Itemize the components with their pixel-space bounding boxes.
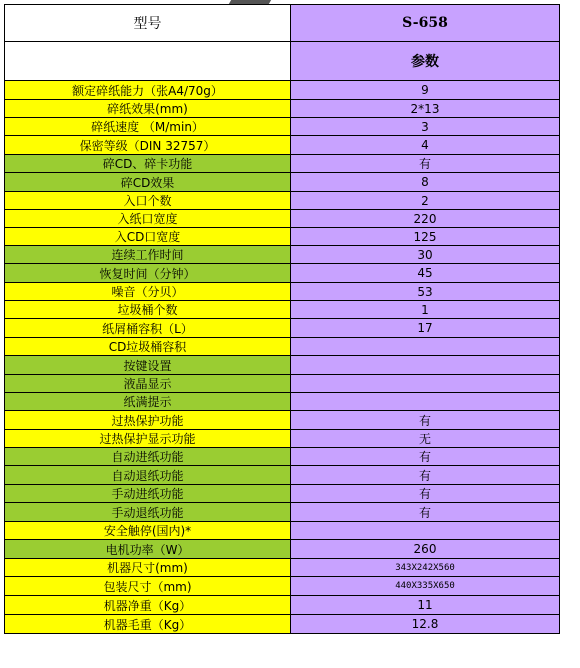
params-label: 参数 — [291, 42, 560, 81]
spec-label: 液晶显示 — [5, 375, 291, 393]
spec-value: 有 — [291, 411, 560, 430]
spec-row — [5, 411, 560, 430]
spec-label: 垃圾桶个数 — [5, 301, 291, 319]
spec-row — [5, 155, 560, 173]
spec-label: 保密等级（DIN 32757） — [5, 136, 291, 155]
spec-row — [5, 559, 560, 577]
spec-row — [5, 264, 560, 283]
spec-label: 恢复时间（分钟） — [5, 264, 291, 283]
spec-value: 125 — [291, 228, 560, 246]
spec-label: 连续工作时间 — [5, 246, 291, 264]
spec-value: 440X335X650 — [291, 577, 560, 596]
spec-value: 45 — [291, 264, 560, 283]
spec-value: 有 — [291, 466, 560, 485]
spec-row — [5, 522, 560, 540]
spec-row — [5, 81, 560, 100]
spec-label: 安全触停(国内)* — [5, 522, 291, 540]
spec-row — [5, 448, 560, 466]
spec-row — [5, 540, 560, 559]
spec-row — [5, 393, 560, 411]
spec-row — [5, 192, 560, 210]
spec-value — [291, 393, 560, 411]
spec-label: 机器净重（Kg） — [5, 596, 291, 615]
spec-label: 电机功率（W） — [5, 540, 291, 559]
spec-label: 噪音（分贝） — [5, 283, 291, 301]
header-row — [5, 5, 560, 42]
spec-label: 入CD口宽度 — [5, 228, 291, 246]
spec-row — [5, 210, 560, 228]
spec-value: 3 — [291, 118, 560, 136]
spec-value: 220 — [291, 210, 560, 228]
spec-row — [5, 577, 560, 596]
spec-label: 手动进纸功能 — [5, 485, 291, 503]
spec-label: 机器尺寸(mm) — [5, 559, 291, 577]
spec-label: 入纸口宽度 — [5, 210, 291, 228]
spec-label: 碎纸效果(mm) — [5, 100, 291, 118]
spec-label: 碎CD效果 — [5, 173, 291, 192]
spec-value: 260 — [291, 540, 560, 559]
spec-row — [5, 615, 560, 634]
spec-table — [4, 4, 560, 634]
spec-row — [5, 319, 560, 338]
spec-row — [5, 430, 560, 448]
spec-label: 纸满提示 — [5, 393, 291, 411]
spec-row — [5, 283, 560, 301]
spec-row — [5, 100, 560, 118]
spec-value: 有 — [291, 155, 560, 173]
spec-value: 12.8 — [291, 615, 560, 634]
params-empty-cell — [5, 42, 291, 81]
spec-label: 额定碎纸能力（张A4/70g） — [5, 81, 291, 100]
spec-label: 过热保护显示功能 — [5, 430, 291, 448]
spec-row — [5, 136, 560, 155]
spec-label: 自动进纸功能 — [5, 448, 291, 466]
spec-value: 有 — [291, 485, 560, 503]
spec-row — [5, 375, 560, 393]
spec-value — [291, 375, 560, 393]
spec-label: CD垃圾桶容积 — [5, 338, 291, 356]
spec-row — [5, 118, 560, 136]
spec-value: 30 — [291, 246, 560, 264]
spec-value: 2*13 — [291, 100, 560, 118]
spec-row — [5, 228, 560, 246]
spec-value: 8 — [291, 173, 560, 192]
spec-label: 过热保护功能 — [5, 411, 291, 430]
spec-row — [5, 356, 560, 375]
spec-label: 纸屑桶容积（L） — [5, 319, 291, 338]
spec-row — [5, 338, 560, 356]
params-row — [5, 42, 560, 81]
spec-label: 碎纸速度 （M/min） — [5, 118, 291, 136]
spec-value: 11 — [291, 596, 560, 615]
spec-value — [291, 522, 560, 540]
spec-value: 1 — [291, 301, 560, 319]
spec-value: 343X242X560 — [291, 559, 560, 577]
spec-label: 手动退纸功能 — [5, 503, 291, 522]
spec-label: 碎CD、碎卡功能 — [5, 155, 291, 173]
spec-value: 2 — [291, 192, 560, 210]
spec-label: 自动退纸功能 — [5, 466, 291, 485]
spec-row — [5, 301, 560, 319]
spec-row — [5, 173, 560, 192]
spec-value — [291, 356, 560, 375]
model-label: 型号 — [5, 5, 291, 42]
spec-value: 53 — [291, 283, 560, 301]
spec-label: 入口个数 — [5, 192, 291, 210]
model-value: S-658 — [291, 5, 560, 42]
spec-row — [5, 246, 560, 264]
spec-label: 包装尺寸（mm) — [5, 577, 291, 596]
spec-value: 9 — [291, 81, 560, 100]
spec-value: 17 — [291, 319, 560, 338]
spec-value — [291, 338, 560, 356]
spec-row — [5, 466, 560, 485]
spec-value: 4 — [291, 136, 560, 155]
spec-value: 无 — [291, 430, 560, 448]
spec-value: 有 — [291, 448, 560, 466]
spec-label: 按键设置 — [5, 356, 291, 375]
spec-row — [5, 485, 560, 503]
spec-row — [5, 503, 560, 522]
spec-label: 机器毛重（Kg） — [5, 615, 291, 634]
spec-value: 有 — [291, 503, 560, 522]
spec-row — [5, 596, 560, 615]
